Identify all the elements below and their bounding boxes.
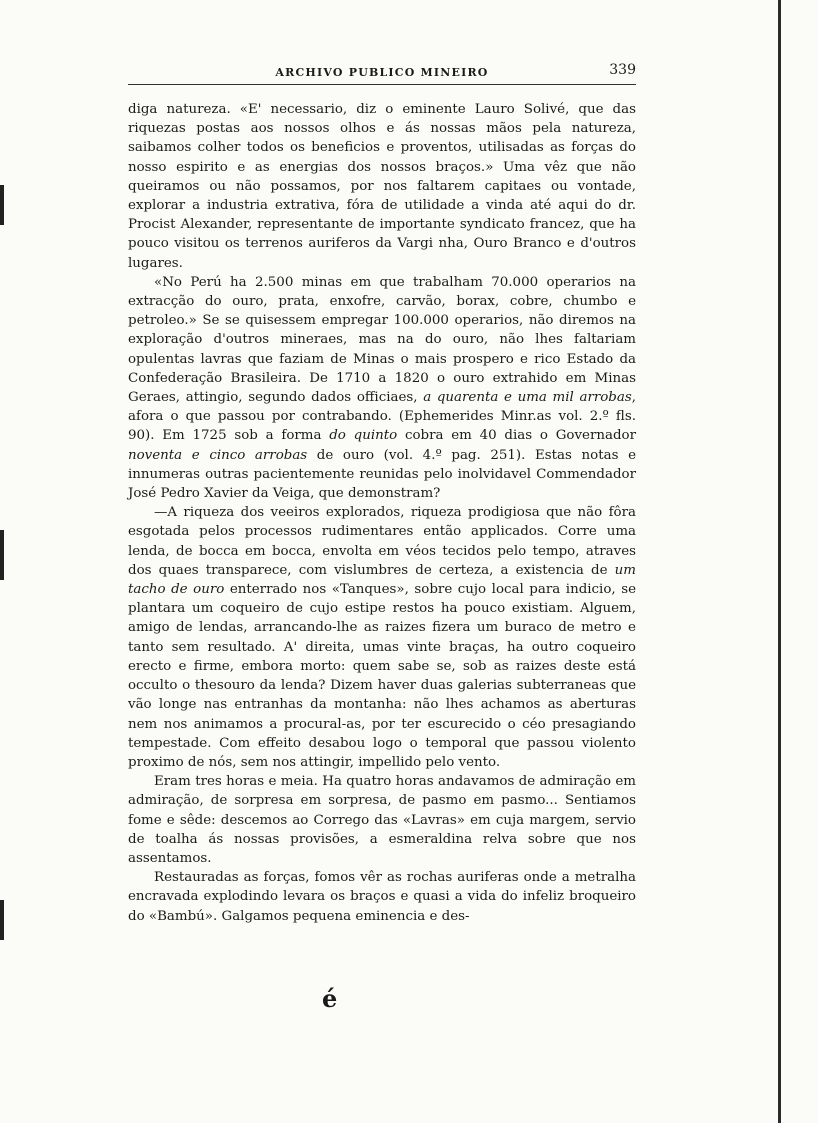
italic-phrase: a quarenta e uma mil arrobas xyxy=(423,390,632,406)
header-rule xyxy=(128,84,636,85)
binding-mark xyxy=(0,530,4,580)
catchword: é xyxy=(322,984,338,1013)
page-edge-shadow xyxy=(778,0,781,1123)
page-number: 339 xyxy=(609,62,636,78)
paragraph: Eram tres horas e meia. Ha quatro horas andavamos de admiração em admiração, de sorpresa em sorpresa, de pasmo em pasmo... Sentiamos fome e sêde: descemos ao Corrego das «Lavras» em cuja margem, servio de toalha ás nossas provisões, a esmeraldina relva sobre que nos assentamos. xyxy=(128,774,636,866)
binding-mark xyxy=(0,900,4,940)
paragraph: —A riqueza dos veeiros explorados, riqueza prodigiosa que não fôra esgotada pelos processos rudimentares então applicados. Corre uma lenda, de bocca em bocca, envolta em véos tecidos pelo tempo, atraves dos quaes transparece, com vislumbres de certeza, a existencia de um tacho de ouro enterrado nos «Tanques», sobre cujo local para indicio, se plantara um coqueiro de cujo estipe restos ha pouco existiam. Alguem, amigo de lendas, arrancando-lhe as raizes fizera um buraco de metro e tanto sem resultado. A' direita, umas vinte braças, ha outro coqueiro erecto e firme, embora morto: quem sabe se, sob as raizes deste está occulto o thesouro da lenda? Dizem haver duas galerias subterraneas que vão longe nas entranhas da montanha: não lhes achamos as aberturas nem nos animamos a procural-as, por ter escurecido o céo presagiando tempestade. Com effeito desabou logo o temporal que passou violento proximo de nós, sem nos attingir, impellido pelo vento. xyxy=(128,505,636,770)
page-body xyxy=(128,100,636,926)
running-header xyxy=(128,62,636,86)
italic-phrase: do quinto xyxy=(329,428,398,444)
binding-mark xyxy=(0,185,4,225)
paragraph: diga natureza. «E' necessario, diz o eminente Lauro Solivé, que das riquezas postas aos nossos olhos e ás nossas mãos pela natureza, saibamos colher todos os beneficios e proventos, utilisadas as forças do nosso espirito e as energias dos nossos braços.» Uma vêz que não queiramos ou não possamos, por nos faltarem capitaes ou vontade, explorar a industria extrativa, fóra de utilidade a vinda até aqui do dr. Procist Alexander, representante de importante syndicato francez, que ha pouco visitou os terrenos auriferos da Vargi nha, Ouro Branco e d'outros lugares. xyxy=(128,102,636,271)
running-title: ARCHIVO PUBLICO MINEIRO xyxy=(275,66,489,79)
paragraph: «No Perú ha 2.500 minas em que trabalham 70.000 operarios na extracção do ouro, prata, enxofre, carvão, borax, cobre, chumbo e petroleo.» Se se quisessem empregar 100.000 operarios, não diremos na exploração d'outros mineraes, mas na do ouro, não lhes faltariam opulentas lavras que faziam de Minas o mais prospero e rico Estado da Confederação Brasileira. De 1710 a 1820 o ouro extrahido em Minas Geraes, attingio, segundo dados officiaes, a quarenta e uma mil arrobas, afora o que passou por contrabando. (Ephemerides Minr.as vol. 2.º fls. 90). Em 1725 sob a forma do quinto cobra em 40 dias o Governador noventa e cinco arrobas de ouro (vol. 4.º pag. 251). Estas notas e innumeras outras pacientemente reunidas pelo inolvidavel Commendador José Pedro Xavier da Veiga, que demonstram? xyxy=(128,274,637,502)
paragraph: Restauradas as forças, fomos vêr as rochas auriferas onde a metralha encravada explodindo levara os braços e quasi a vida do infeliz broqueiro do «Bambú». Galgamos pequena eminencia e des- xyxy=(128,870,636,924)
italic-phrase: noventa e cinco arrobas xyxy=(128,447,308,463)
italic-phrase: um tacho de ouro xyxy=(128,562,636,598)
